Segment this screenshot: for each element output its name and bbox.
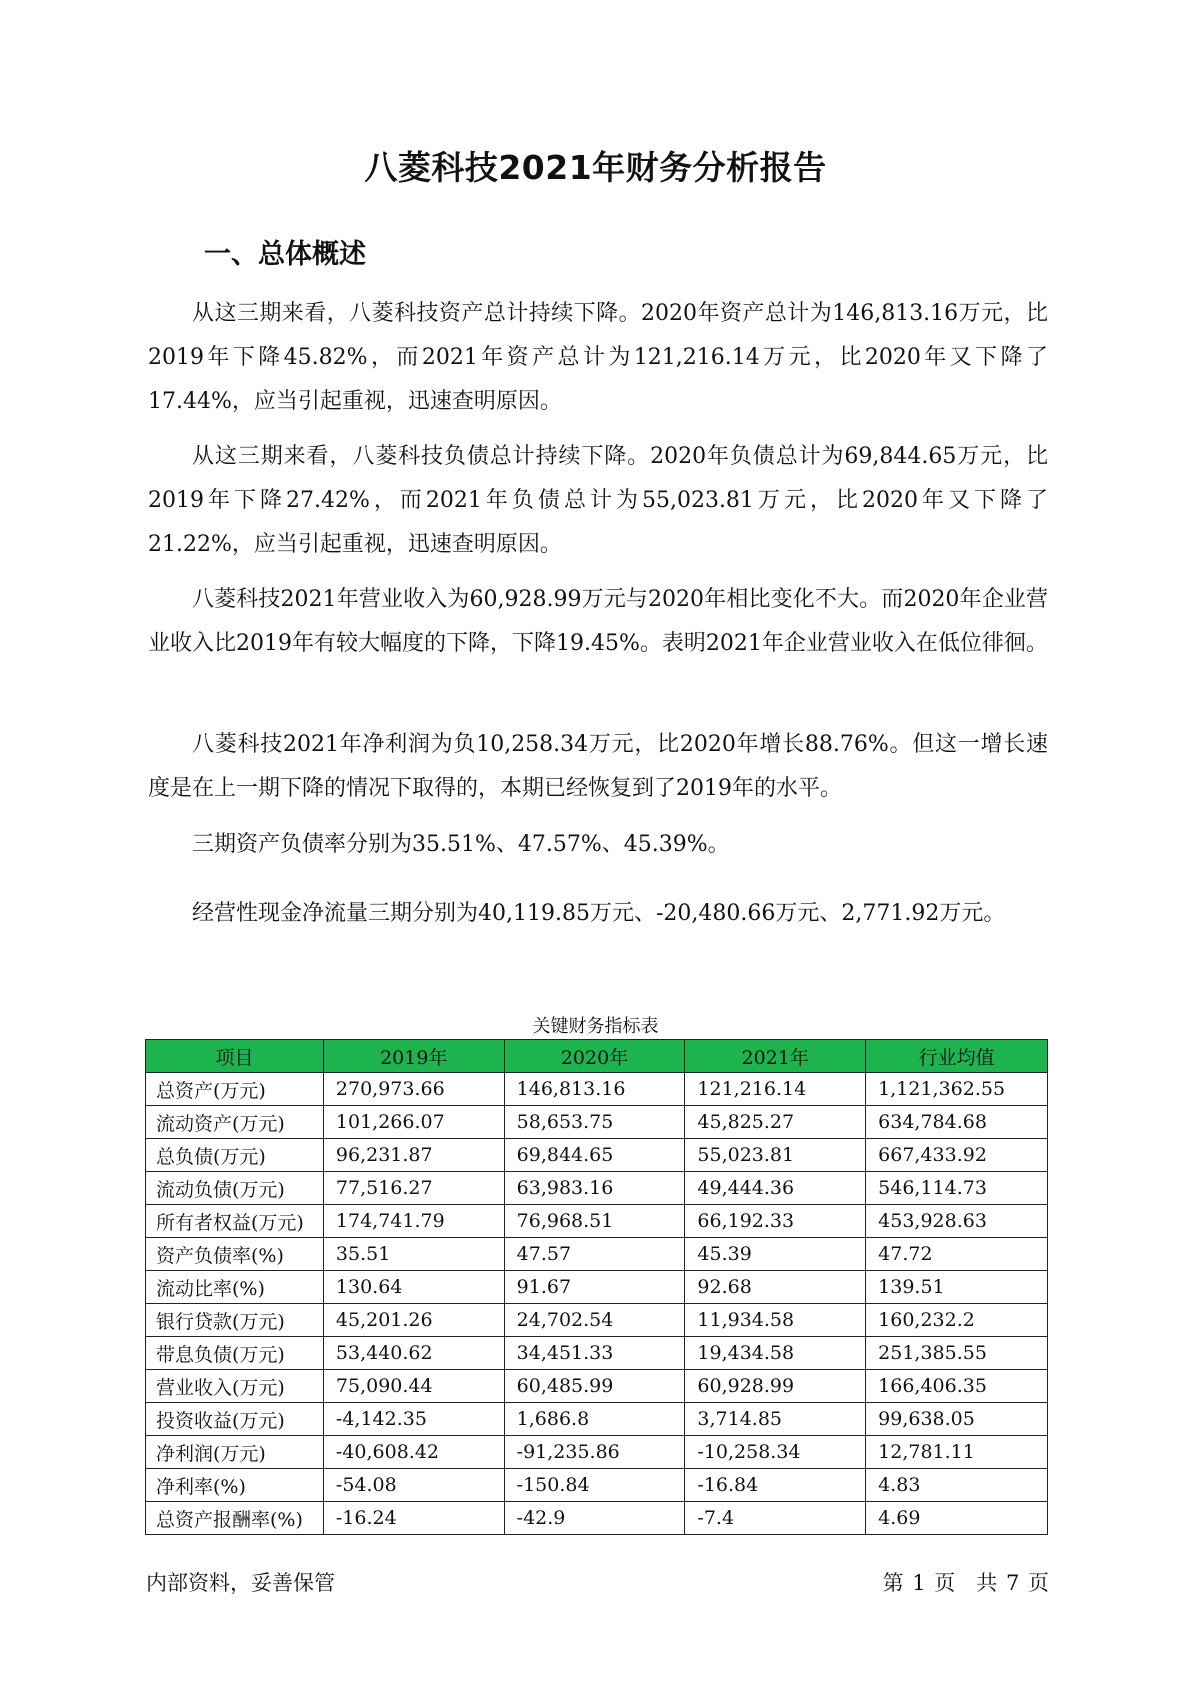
table-cell: 47.72 [866, 1238, 1048, 1271]
table-row [146, 1502, 1048, 1535]
table-caption: 关键财务指标表 [532, 1016, 659, 1037]
table-cell: 11,934.58 [685, 1304, 866, 1337]
table-cell: 45,825.27 [685, 1106, 866, 1139]
table-cell: 55,023.81 [685, 1139, 866, 1172]
row-label: 净利润(万元) [146, 1436, 324, 1469]
table-cell: 270,973.66 [323, 1073, 504, 1106]
table-cell: 1,121,362.55 [866, 1073, 1048, 1106]
table-cell: 251,385.55 [866, 1337, 1048, 1370]
financial-indicators-table [145, 1039, 1048, 1535]
table-cell: 60,928.99 [685, 1370, 866, 1403]
table-cell: -42.9 [504, 1502, 685, 1535]
table-cell: 4.83 [866, 1469, 1048, 1502]
table-row [146, 1139, 1048, 1172]
header-cell: 2019年 [323, 1040, 504, 1073]
table-cell: -40,608.42 [323, 1436, 504, 1469]
paragraph: 八菱科技2021年净利润为负10,258.34万元，比2020年增长88.76%。但这一增长速度是在上一期下降的情况下取得的，本期已经恢复到了2019年的水平。 [148, 732, 1048, 801]
table-cell: -150.84 [504, 1469, 685, 1502]
table-row [146, 1337, 1048, 1370]
table-cell: 12,781.11 [866, 1436, 1048, 1469]
table-cell: 47.57 [504, 1238, 685, 1271]
table-cell: 146,813.16 [504, 1073, 685, 1106]
table-cell: 101,266.07 [323, 1106, 504, 1139]
table-cell: -16.84 [685, 1469, 866, 1502]
row-label: 投资收益(万元) [146, 1403, 324, 1436]
table-cell: -7.4 [685, 1502, 866, 1535]
header-cell: 2020年 [504, 1040, 685, 1073]
row-label: 营业收入(万元) [146, 1370, 324, 1403]
table-cell: 66,192.33 [685, 1205, 866, 1238]
row-label: 总资产报酬率(%) [146, 1502, 324, 1535]
row-label: 总资产(万元) [146, 1073, 324, 1106]
table-cell: 75,090.44 [323, 1370, 504, 1403]
table-cell: 174,741.79 [323, 1205, 504, 1238]
table-cell: 96,231.87 [323, 1139, 504, 1172]
table-cell: 49,444.36 [685, 1172, 866, 1205]
row-label: 流动负债(万元) [146, 1172, 324, 1205]
table-row [146, 1106, 1048, 1139]
row-label: 净利率(%) [146, 1469, 324, 1502]
table-cell: -91,235.86 [504, 1436, 685, 1469]
table-row [146, 1403, 1048, 1436]
row-label: 流动比率(%) [146, 1271, 324, 1304]
table-cell: 69,844.65 [504, 1139, 685, 1172]
table-cell: 77,516.27 [323, 1172, 504, 1205]
table-cell: 19,434.58 [685, 1337, 866, 1370]
table-row [146, 1238, 1048, 1271]
header-cell: 行业均值 [866, 1040, 1048, 1073]
table-cell: 1,686.8 [504, 1403, 685, 1436]
table-cell: 45,201.26 [323, 1304, 504, 1337]
table-cell: 91.67 [504, 1271, 685, 1304]
table-cell: 35.51 [323, 1238, 504, 1271]
table-row [146, 1073, 1048, 1106]
table-cell: 34,451.33 [504, 1337, 685, 1370]
table-cell: 60,485.99 [504, 1370, 685, 1403]
header-cell: 2021年 [685, 1040, 866, 1073]
table-cell: 45.39 [685, 1238, 866, 1271]
table-cell: 139.51 [866, 1271, 1048, 1304]
table-cell: 53,440.62 [323, 1337, 504, 1370]
footer-page-number: 第 1 页 共 7 页 [882, 1571, 1049, 1595]
table-row [146, 1271, 1048, 1304]
table-cell: 63,983.16 [504, 1172, 685, 1205]
table-cell: 3,714.85 [685, 1403, 866, 1436]
table-cell: -10,258.34 [685, 1436, 866, 1469]
table-cell: -4,142.35 [323, 1403, 504, 1436]
table-cell: 546,114.73 [866, 1172, 1048, 1205]
row-label: 银行贷款(万元) [146, 1304, 324, 1337]
footer-confidential-note: 内部资料，妥善保管 [146, 1571, 335, 1595]
paragraph: 从这三期来看，八菱科技负债总计持续下降。2020年负债总计为69,844.65万元，比2019年下降27.42%，而2021年负债总计为55,023.81万元，比2020年又下降了21.22%，应当引起重视，迅速查明原因。 [148, 444, 1048, 557]
table-cell: 76,968.51 [504, 1205, 685, 1238]
table-cell: 667,433.92 [866, 1139, 1048, 1172]
row-label: 所有者权益(万元) [146, 1205, 324, 1238]
table-row [146, 1172, 1048, 1205]
table-cell: 121,216.14 [685, 1073, 866, 1106]
table-row [146, 1205, 1048, 1238]
table-cell: 92.68 [685, 1271, 866, 1304]
table-row [146, 1370, 1048, 1403]
paragraph: 八菱科技2021年营业收入为60,928.99万元与2020年相比变化不大。而2020年企业营业收入比2019年有较大幅度的下降，下降19.45%。表明2021年企业营业收入在低位徘徊。 [148, 587, 1048, 656]
table-cell: 166,406.35 [866, 1370, 1048, 1403]
row-label: 流动资产(万元) [146, 1106, 324, 1139]
table-cell: 4.69 [866, 1502, 1048, 1535]
page-title: 八菱科技2021年财务分析报告 [364, 148, 827, 187]
row-label: 资产负债率(%) [146, 1238, 324, 1271]
header-cell: 项目 [146, 1040, 324, 1073]
table-row [146, 1436, 1048, 1469]
table-row [146, 1469, 1048, 1502]
table-cell: 634,784.68 [866, 1106, 1048, 1139]
row-label: 带息负债(万元) [146, 1337, 324, 1370]
paragraph: 经营性现金净流量三期分别为40,119.85万元、-20,480.66万元、2,771.92万元。 [192, 901, 1006, 926]
table-cell: 99,638.05 [866, 1403, 1048, 1436]
table-row [146, 1304, 1048, 1337]
table-cell: 24,702.54 [504, 1304, 685, 1337]
table-cell: 160,232.2 [866, 1304, 1048, 1337]
table-header-row [146, 1040, 1048, 1073]
row-label: 总负债(万元) [146, 1139, 324, 1172]
table-cell: 58,653.75 [504, 1106, 685, 1139]
table-cell: -16.24 [323, 1502, 504, 1535]
paragraph: 三期资产负债率分别为35.51%、47.57%、45.39%。 [192, 832, 730, 857]
table-cell: -54.08 [323, 1469, 504, 1502]
paragraph: 从这三期来看，八菱科技资产总计持续下降。2020年资产总计为146,813.16万元，比2019年下降45.82%，而2021年资产总计为121,216.14万元，比2020年又下降了17.44%，应当引起重视，迅速查明原因。 [148, 301, 1048, 414]
table-cell: 453,928.63 [866, 1205, 1048, 1238]
section-heading: 一、总体概述 [204, 239, 366, 270]
table-cell: 130.64 [323, 1271, 504, 1304]
